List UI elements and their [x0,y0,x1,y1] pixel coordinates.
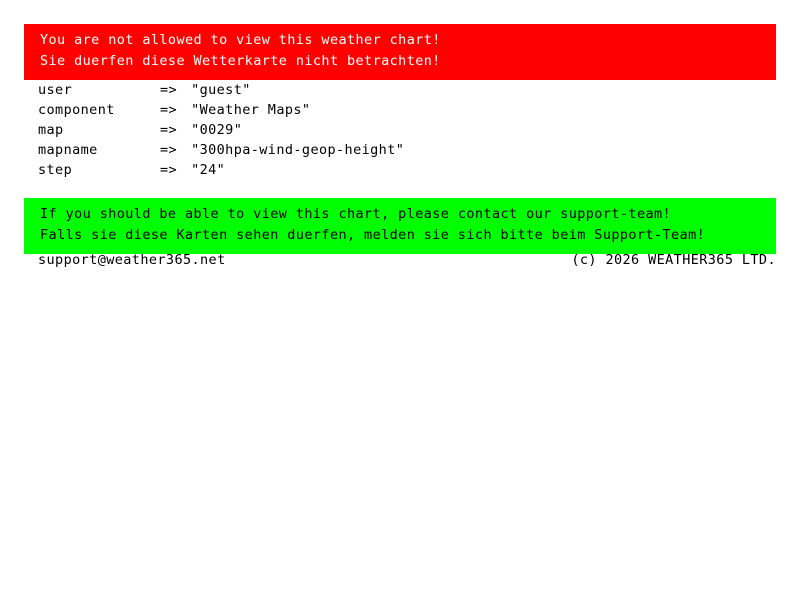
table-row [38,100,404,120]
support-info-line-de: Falls sie diese Karten sehen duerfen, melden sie sich bitte beim Support-Team! [40,227,706,243]
table-row [38,160,404,180]
detail-value-map: "0029" [191,122,243,138]
table-row [38,140,404,160]
detail-arrow: => [160,102,178,118]
detail-arrow: => [160,122,178,138]
detail-value-step: "24" [191,162,226,178]
table-row [38,120,404,140]
error-banner-line-en: You are not allowed to view this weather chart! [40,32,441,48]
detail-value-mapname: "300hpa-wind-geop-height" [191,142,405,158]
error-banner [24,24,776,80]
detail-key-mapname: mapname [38,142,98,158]
detail-value-user: "guest" [191,82,251,98]
detail-key-step: step [38,162,73,178]
detail-value-component: "Weather Maps" [191,102,311,118]
copyright-text: (c) 2026 WEATHER365 LTD. [571,252,776,268]
detail-key-user: user [38,82,73,98]
detail-arrow: => [160,142,178,158]
detail-arrow: => [160,82,178,98]
detail-arrow: => [160,162,178,178]
request-details-table [38,80,404,180]
error-banner-line-de: Sie duerfen diese Wetterkarte nicht betrachten! [40,53,441,69]
table-row [38,80,404,100]
detail-key-map: map [38,122,64,138]
footer [38,250,776,270]
detail-key-component: component [38,102,115,118]
support-info-line-en: If you should be able to view this chart, please contact our support-team! [40,206,672,222]
support-info-banner [24,198,776,254]
support-email-link[interactable]: support@weather365.net [38,252,226,268]
